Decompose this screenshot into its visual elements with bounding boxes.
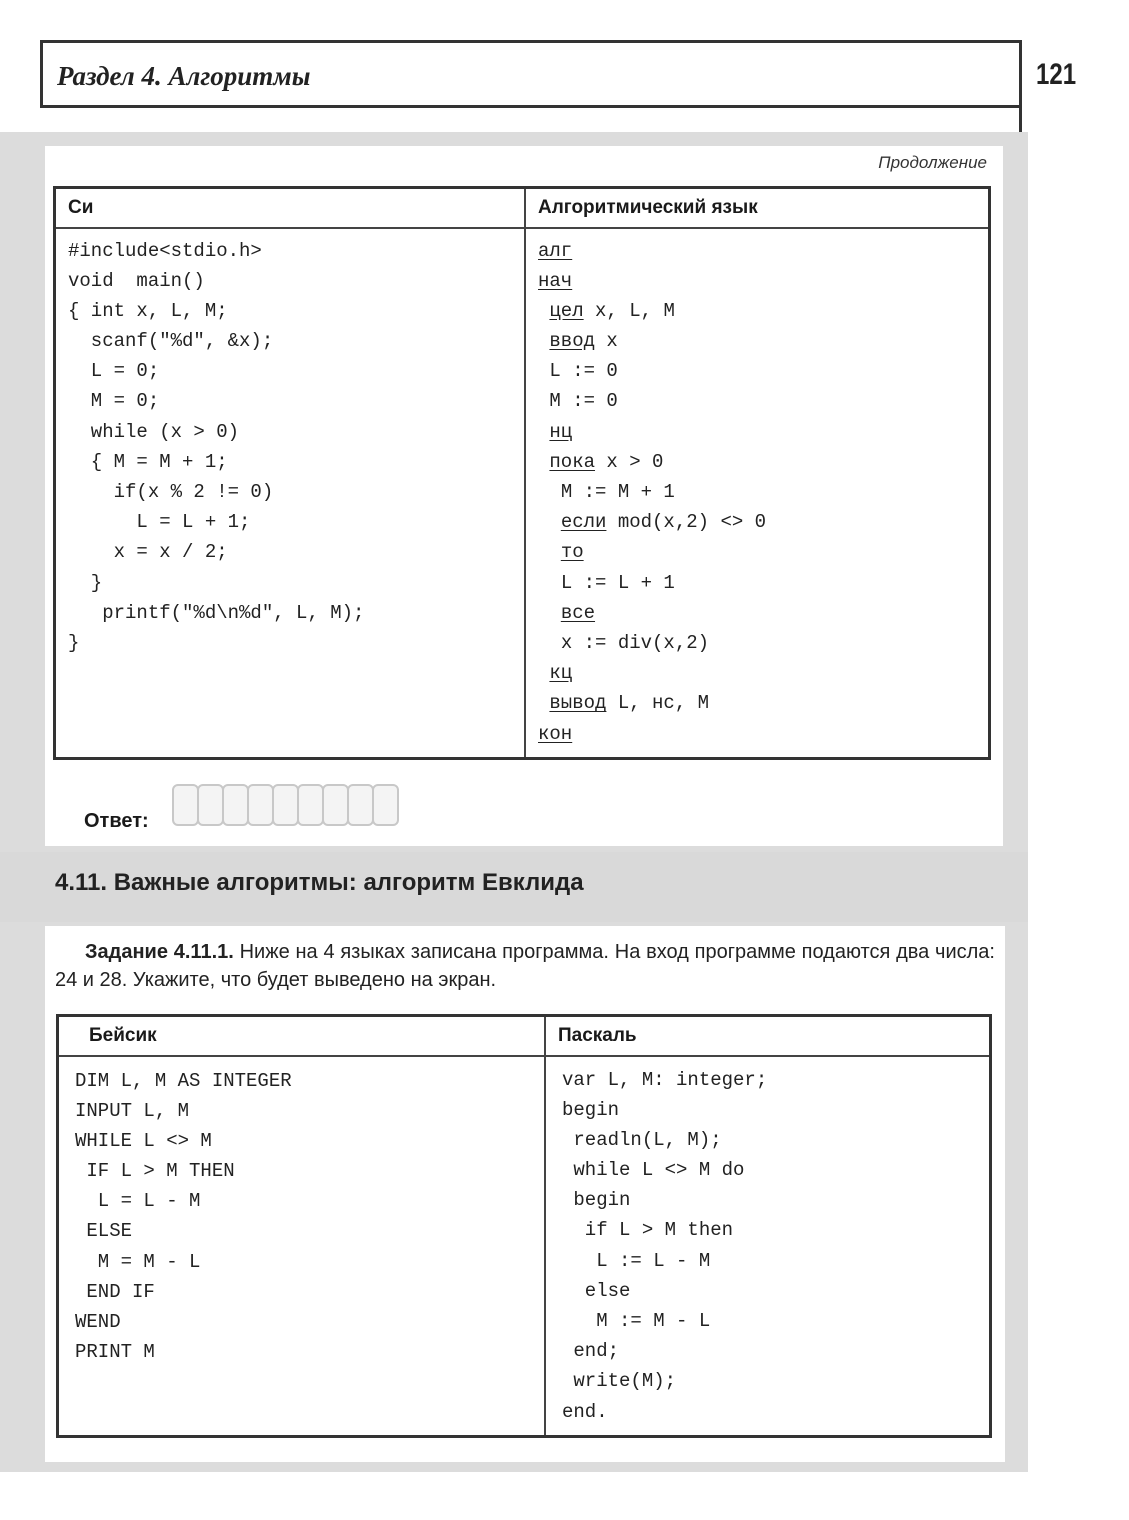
continuation-label: Продолжение — [878, 153, 987, 172]
code-line: WEND — [75, 1311, 121, 1333]
answer-label: Ответ: — [84, 810, 149, 832]
column-header-algorithmic: Алгоритмический язык — [525, 188, 990, 228]
code-line: var L, M: integer; — [562, 1068, 768, 1091]
code-line — [538, 598, 976, 628]
header-rule — [1019, 108, 1022, 132]
basic-code — [75, 1066, 532, 1368]
code-table-2 — [56, 1014, 992, 1438]
answer-cell[interactable] — [172, 784, 199, 826]
code-line: IF L > M THEN — [75, 1160, 235, 1183]
keyword: ввод — [549, 330, 596, 353]
code-line: } — [68, 631, 80, 654]
code-line: if L > M then — [562, 1219, 734, 1242]
code-line — [538, 507, 976, 537]
code-text: x := div(x,2) — [560, 631, 710, 654]
code-line: write(M); — [562, 1370, 677, 1393]
code-text: M := 0 — [549, 390, 618, 413]
task-body: Ниже на 4 языках записана программа. На вход программе подаются два числа: 24 и 28. Укажите, что будет выведено на экран. — [55, 941, 995, 991]
code-line — [538, 477, 976, 507]
keyword: нц — [549, 420, 573, 443]
code-line: void main() — [68, 269, 205, 292]
task-label: Задание 4.11.1. — [85, 941, 234, 963]
answer-cell[interactable] — [197, 784, 224, 826]
pascal-code-cell — [545, 1056, 991, 1437]
keyword: если — [560, 511, 607, 534]
code-line: L = 0; — [68, 360, 160, 383]
code-line: end. — [562, 1400, 608, 1423]
code-line: L = L + 1; — [68, 511, 251, 534]
code-line — [538, 296, 976, 326]
alg-code — [538, 236, 976, 749]
keyword: кц — [549, 662, 573, 685]
answer-cell[interactable] — [372, 784, 399, 826]
code-line — [538, 628, 976, 658]
answer-cell[interactable] — [222, 784, 249, 826]
code-text: x > 0 — [595, 450, 664, 473]
code-text: x — [595, 330, 618, 353]
keyword: то — [560, 541, 584, 564]
code-line: INPUT L, M — [75, 1099, 190, 1122]
code-line: scanf("%d", &x); — [68, 330, 274, 353]
code-text: x, L, M — [583, 299, 675, 322]
answer-cell[interactable] — [247, 784, 274, 826]
keyword: алг — [538, 239, 573, 262]
code-line — [538, 266, 976, 296]
answer-cell[interactable] — [347, 784, 374, 826]
column-header-basic: Бейсик — [58, 1016, 546, 1056]
code-line: begin — [562, 1098, 620, 1121]
code-line: PRINT M — [75, 1341, 155, 1364]
code-text: mod(x,2) <> 0 — [606, 511, 767, 534]
code-line — [538, 447, 976, 477]
code-table-1 — [53, 186, 991, 760]
keyword: цел — [549, 299, 584, 322]
answer-input[interactable] — [172, 784, 397, 830]
code-line: WHILE L <> M — [75, 1129, 212, 1152]
pascal-code — [562, 1065, 977, 1427]
code-line: x = x / 2; — [68, 541, 228, 564]
code-line: printf("%d\n%d", L, M); — [68, 601, 365, 624]
keyword: кон — [538, 722, 573, 745]
code-line: begin — [562, 1189, 631, 1212]
code-line: { M = M + 1; — [68, 450, 228, 473]
task-text — [55, 938, 995, 994]
code-line: END IF — [75, 1280, 155, 1303]
answer-cell[interactable] — [272, 784, 299, 826]
page-number: 121 — [1036, 58, 1077, 91]
section-heading: 4.11. Важные алгоритмы: алгоритм Евклида — [55, 869, 584, 896]
answer-cell[interactable] — [322, 784, 349, 826]
code-line: while (x > 0) — [68, 420, 240, 443]
code-line: #include<stdio.h> — [68, 239, 262, 262]
keyword: все — [560, 601, 596, 624]
code-line: DIM L, M AS INTEGER — [75, 1069, 292, 1092]
column-header-pascal: Паскаль — [545, 1016, 991, 1056]
code-line: end; — [562, 1340, 620, 1363]
code-text: L := 0 — [549, 360, 618, 383]
code-line: L = L - M — [75, 1190, 201, 1213]
c-code-cell — [55, 228, 526, 759]
code-line: L := L - M — [562, 1249, 711, 1272]
code-line — [538, 326, 976, 356]
code-line: else — [562, 1279, 631, 1302]
code-line — [538, 236, 976, 266]
code-line — [538, 537, 976, 567]
c-code — [68, 236, 512, 659]
code-line: while L <> M do — [562, 1159, 745, 1182]
alg-code-cell — [525, 228, 990, 759]
code-line — [538, 688, 976, 718]
code-line: { int x, L, M; — [68, 299, 228, 322]
code-line — [538, 719, 976, 749]
code-line — [538, 386, 976, 416]
code-line: M = M - L — [75, 1250, 201, 1273]
keyword: вывод — [549, 692, 607, 715]
code-line: } — [68, 571, 103, 594]
code-line: M := M - L — [562, 1310, 711, 1332]
code-line: readln(L, M); — [562, 1128, 722, 1151]
code-line: M = 0; — [68, 390, 160, 413]
code-line — [538, 417, 976, 447]
answer-cell[interactable] — [297, 784, 324, 826]
keyword: пока — [549, 450, 596, 473]
code-text: L, нс, M — [606, 692, 710, 715]
code-line: if(x % 2 != 0) — [68, 481, 274, 503]
code-line: ELSE — [75, 1220, 133, 1243]
section-title: Раздел 4. Алгоритмы — [57, 61, 311, 91]
code-line — [538, 568, 976, 598]
basic-code-cell — [58, 1056, 546, 1437]
code-text: L := L + 1 — [560, 571, 675, 594]
page-header — [40, 40, 1022, 108]
code-text: M := M + 1 — [560, 481, 675, 503]
code-line — [538, 658, 976, 688]
keyword: нач — [538, 269, 573, 292]
column-header-c: Си — [55, 188, 526, 228]
code-line — [538, 356, 976, 386]
